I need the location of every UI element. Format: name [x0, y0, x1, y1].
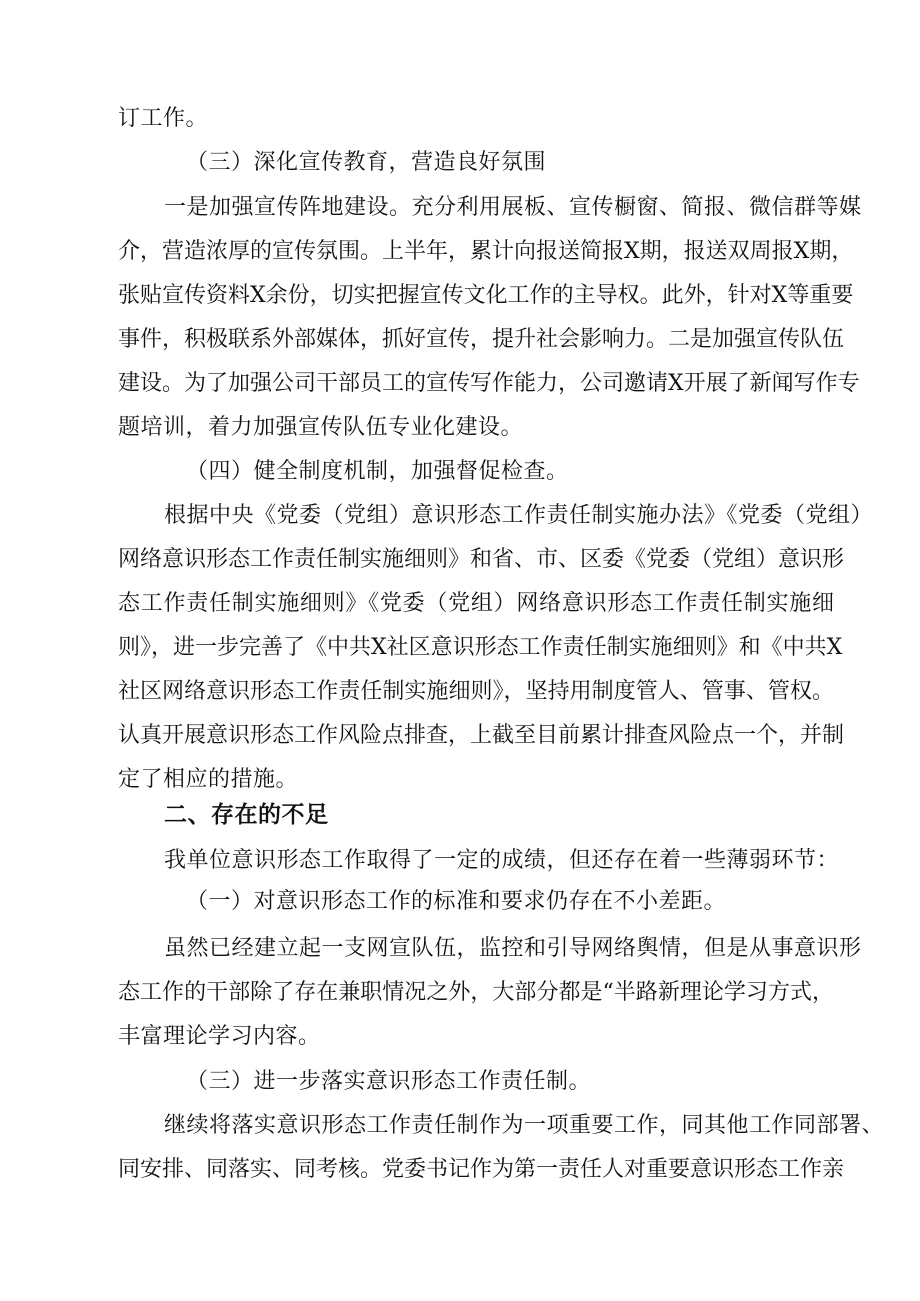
paragraph-line: 一是加强宣传阵地建设。充分利用展板、宣传橱窗、简报、微信群等媒 — [164, 195, 862, 220]
paragraph-line: 定了相应的措施。 — [118, 767, 299, 792]
paragraph-line: 根据中央《党委（党组）意识形态工作责任制实施办法》《党委（党组） — [164, 503, 874, 528]
paragraph-line: 同安排、同落实、同考核。党委书记作为第一责任人对重要意识形态工作亲 — [118, 1157, 845, 1182]
section-heading: （三）进一步落实意识形态工作责任制。 — [186, 1069, 592, 1094]
paragraph-line: 则》，进一步完善了《中共X社区意识形态工作责任制实施细则》和《中共X — [118, 635, 843, 660]
paragraph-line: 态工作责任制实施细则》《党委（党组）网络意识形态工作责任制实施细 — [118, 591, 834, 616]
paragraph-line: 事件，积极联系外部媒体，抓好宣传，提升社会影响力。二是加强宣传队伍 — [118, 327, 845, 352]
section-heading: （四）健全制度机制，加强督促检查。 — [186, 459, 569, 484]
paragraph-line: 虽然已经建立起一支网宣队伍，监控和引导网络舆情，但是从事意识形 — [164, 936, 862, 961]
paragraph-line: 介，营造浓厚的宣传氛围。上半年，累计向报送简报X期，报送双周报X期， — [118, 239, 854, 264]
paragraph-line: 社区网络意识形态工作责任制实施细则》，坚持用制度管人、管事、管权。 — [118, 679, 834, 704]
paragraph-line: 题培训，着力加强宣传队伍专业化建设。 — [118, 415, 524, 440]
paragraph-line: 认真开展意识形态工作风险点排查，上截至目前累计排查风险点一个，并制 — [118, 723, 845, 748]
paragraph-line: 订工作。 — [118, 106, 209, 131]
paragraph-line: 继续将落实意识形态工作责任制作为一项重要工作，同其他工作同部署、 — [164, 1113, 885, 1138]
section-heading: （三）深化宣传教育，营造良好氛围 — [186, 150, 547, 175]
chapter-heading: 二、存在的不足 — [164, 802, 329, 828]
paragraph-line: 网络意识形态工作责任制实施细则》和省、市、区委《党委（党组）意识形 — [118, 547, 845, 572]
paragraph-line: 丰富理论学习内容。 — [118, 1024, 321, 1049]
paragraph-line: 态工作的干部除了存在兼职情况之外，大部分都是“半路新理论学习方式， — [118, 980, 834, 1005]
paragraph-line: 建设。为了加强公司干部员工的宣传写作能力，公司邀请X开展了新闻写作专 — [118, 371, 860, 396]
paragraph-line: 张贴宣传资料X余份，切实把握宣传文化工作的主导权。此外，针对X等重要 — [118, 283, 854, 308]
section-heading: （一）对意识形态工作的标准和要求仍存在不小差距。 — [186, 889, 727, 914]
paragraph-line: 我单位意识形态工作取得了一定的成绩，但还存在着一些薄弱环节： — [164, 848, 840, 873]
